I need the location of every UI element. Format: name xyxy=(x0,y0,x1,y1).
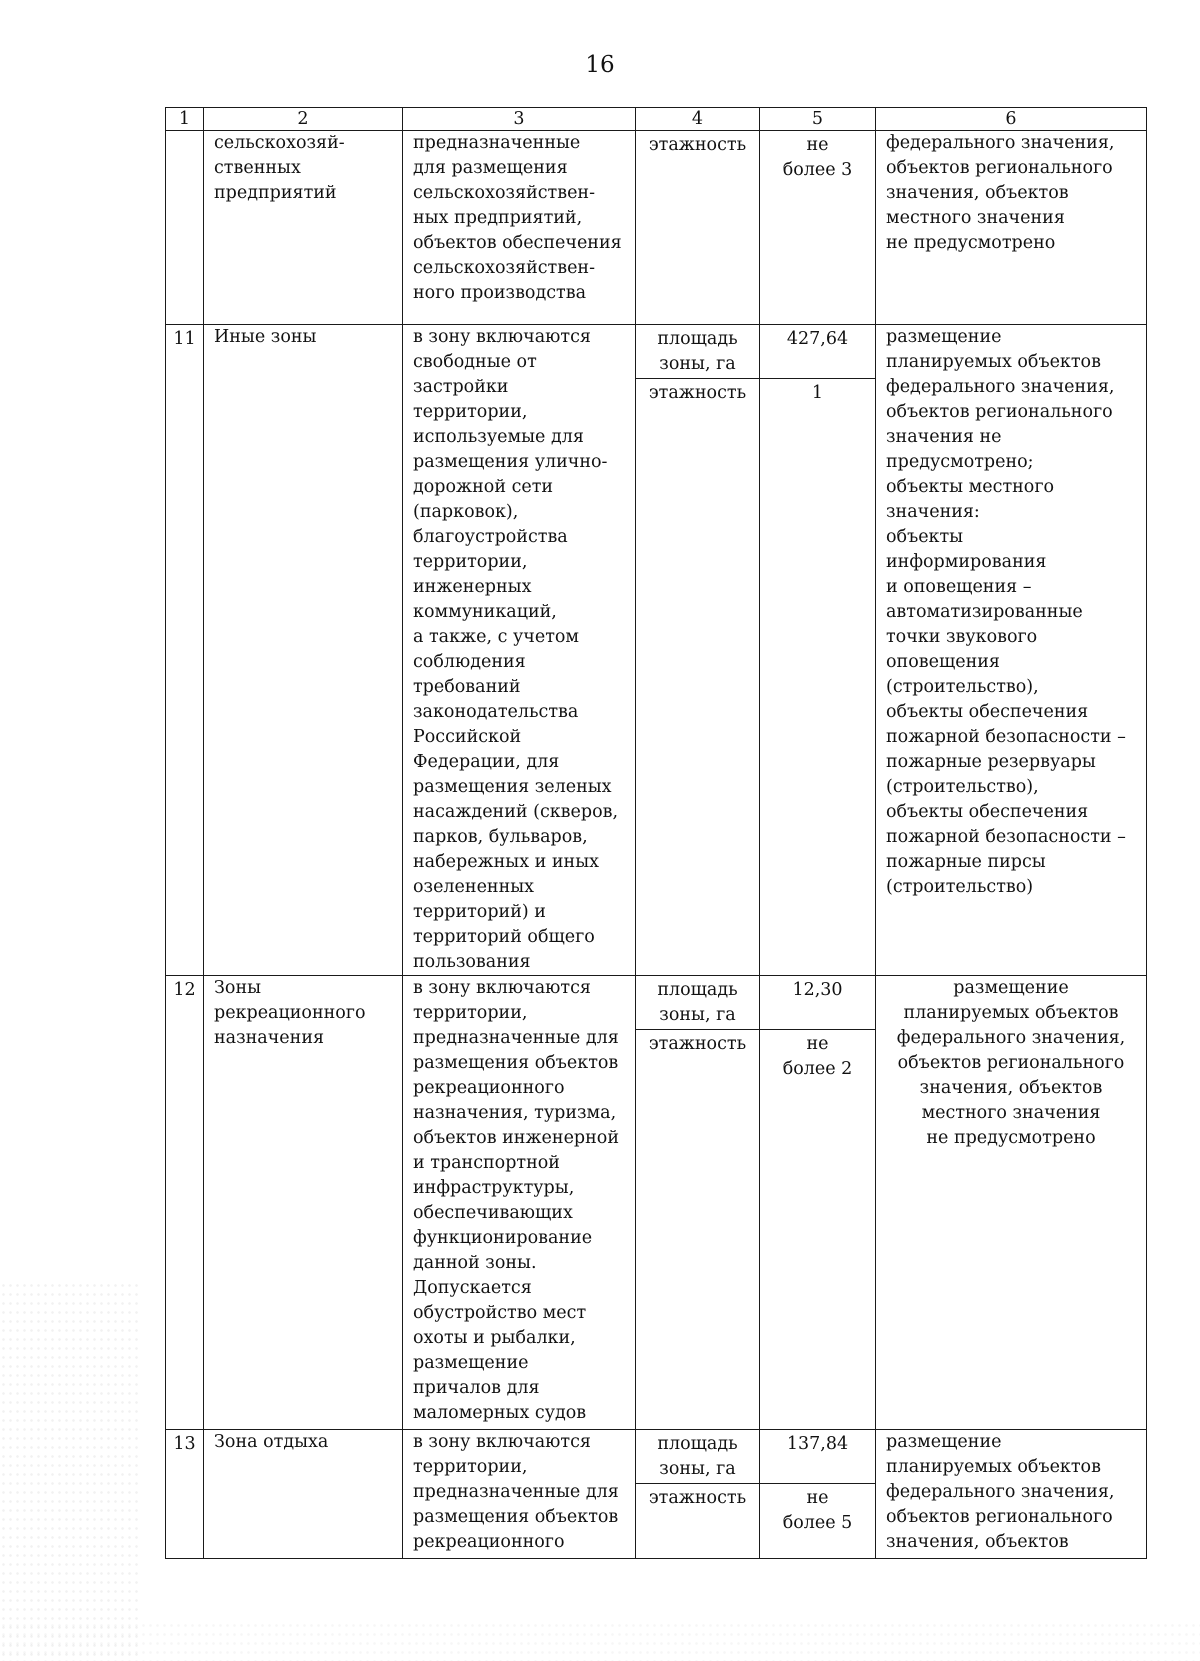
page-number: 16 xyxy=(585,52,615,78)
parameter-value: не более 2 xyxy=(782,1034,853,1079)
zones-table xyxy=(165,107,1147,1559)
row-number: 13 xyxy=(166,1430,204,1559)
row-number xyxy=(166,131,204,325)
row-number: 12 xyxy=(166,976,204,1430)
column-header-1: 1 xyxy=(166,108,204,131)
table-row xyxy=(166,1430,1147,1559)
planned-objects: размещение планируемых объектов федерального значения, объектов регионального значения, объектов местного значения не предусмотрено xyxy=(876,976,1147,1430)
parameter-name: этажность xyxy=(648,1488,747,1508)
column-header-2: 2 xyxy=(204,108,403,131)
planned-objects: размещение планируемых объектов федерального значения, объектов регионального значения не предусмотрено; объекты местного значения: объекты информирования и оповещения – автоматизированные точки звукового оповещения (строительство), объекты обеспечения пожарной безопасности – пожарные резервуары (строительство), объекты обеспечения пожарной безопасности – пожарные пирсы (строительство) xyxy=(876,325,1147,976)
parameter-name: этажность xyxy=(648,135,747,155)
parameter-value: не более 3 xyxy=(782,135,853,180)
zone-name: Зоны рекреационного назначения xyxy=(204,976,403,1430)
zone-description: в зону включаются территории, предназначенные для размещения объектов рекреационного назначения, туризма, объектов инженерной и транспортной инфраструктуры, обеспечивающих функционирование данной зоны. Допускается обустройство мест охоты и рыбалки, размещение причалов для маломерных судов xyxy=(403,976,636,1430)
table-row xyxy=(166,131,1147,325)
parameter-name: этажность xyxy=(648,1034,747,1054)
column-header-4: 4 xyxy=(636,108,760,131)
planned-objects: размещение планируемых объектов федерального значения, объектов регионального значения, объектов xyxy=(876,1430,1147,1559)
zone-description: в зону включаются свободные от застройки территории, используемые для размещения улично- дорожной сети (парковок), благоустройства территории, инженерных коммуникаций, а также, с учетом соблюдения требований законодательства Российской Федерации, для размещения зеленых насаждений (скверов, парков, бульваров, набережных и иных озелененных территорий) и территорий общего пользования xyxy=(403,325,636,976)
scan-noise-bottom xyxy=(0,1621,1200,1661)
zone-name: Зона отдыха xyxy=(204,1430,403,1559)
parameter-value: 427,64 xyxy=(760,325,875,379)
table-header-row xyxy=(166,108,1147,131)
table-row xyxy=(166,325,1147,976)
parameter-value: 137,84 xyxy=(760,1430,875,1484)
parameter-value: не более 5 xyxy=(782,1488,853,1533)
parameter-name: площадь зоны, га xyxy=(636,325,759,379)
parameter-value: 12,30 xyxy=(760,976,875,1030)
table-row xyxy=(166,976,1147,1430)
zone-description: в зону включаются территории, предназначенные для размещения объектов рекреационного xyxy=(403,1430,636,1559)
parameter-name: этажность xyxy=(648,383,747,403)
column-header-3: 3 xyxy=(403,108,636,131)
parameter-name: площадь зоны, га xyxy=(636,976,759,1030)
zone-name: сельскохозяй- ственных предприятий xyxy=(204,131,403,325)
parameter-value: 1 xyxy=(811,383,824,403)
parameter-name: площадь зоны, га xyxy=(636,1430,759,1484)
scan-noise-left xyxy=(0,1281,140,1661)
column-header-5: 5 xyxy=(760,108,876,131)
zone-description: предназначенные для размещения сельскохозяйствен- ных предприятий, объектов обеспечения сельскохозяйствен- ного производства xyxy=(403,131,636,325)
planned-objects: федерального значения, объектов регионального значения, объектов местного значения не предусмотрено xyxy=(876,131,1147,325)
column-header-6: 6 xyxy=(876,108,1147,131)
zone-name: Иные зоны xyxy=(204,325,403,976)
row-number: 11 xyxy=(166,325,204,976)
